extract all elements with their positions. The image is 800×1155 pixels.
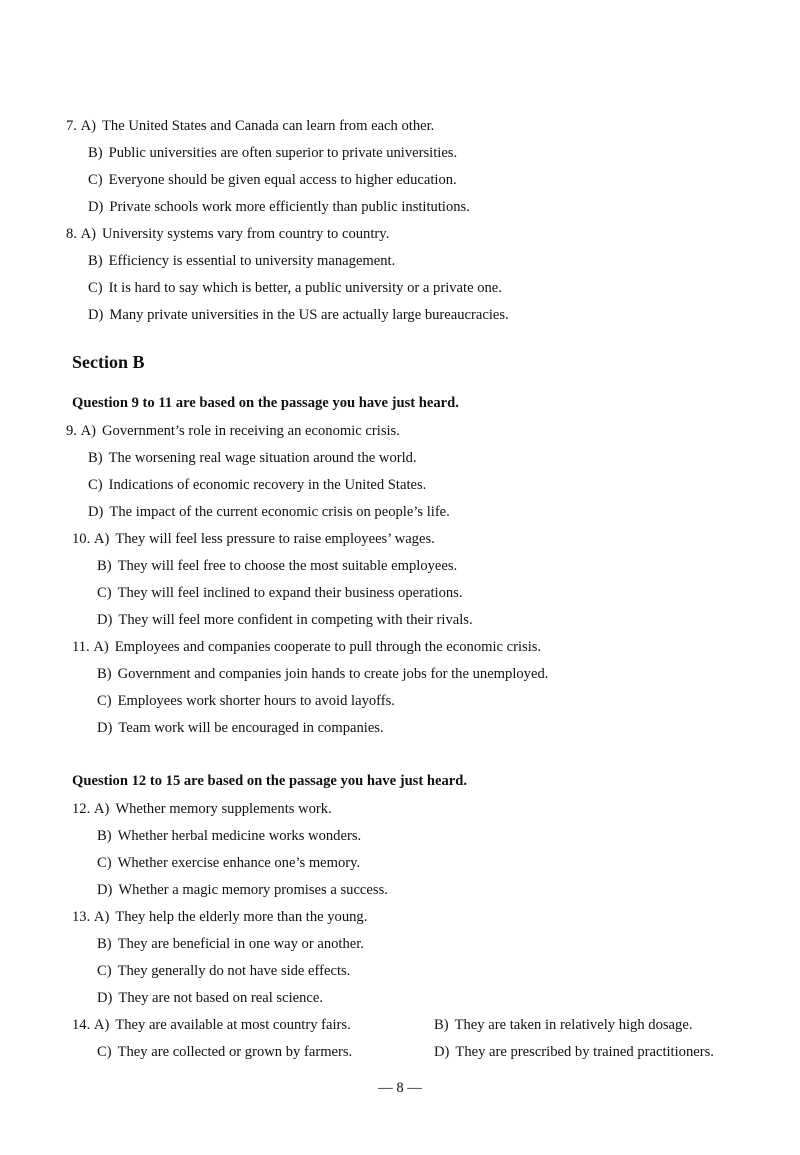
question-10-option-b bbox=[97, 557, 457, 575]
option-label: B) bbox=[97, 936, 112, 952]
option-label: B) bbox=[88, 145, 103, 161]
option-text: Whether memory supplements work. bbox=[115, 801, 332, 817]
question-8-option-b bbox=[88, 252, 395, 270]
option-label: B) bbox=[88, 253, 103, 269]
option-text: They will feel free to choose the most suitable employees. bbox=[117, 558, 458, 574]
question-11-option-d bbox=[97, 719, 384, 737]
option-text: They are taken in relatively high dosage. bbox=[454, 1017, 693, 1033]
group-instruction: Question 9 to 11 are based on the passage you have just heard. bbox=[72, 395, 459, 411]
question-9-option-c bbox=[88, 476, 426, 494]
option-label: B) bbox=[97, 666, 112, 682]
question-13-option-c bbox=[97, 962, 350, 980]
option-text: They help the elderly more than the young. bbox=[115, 909, 368, 925]
option-text: Public universities are often superior to private universities. bbox=[108, 145, 458, 161]
option-text: They will feel inclined to expand their business operations. bbox=[117, 585, 463, 601]
option-label: A) bbox=[93, 531, 110, 547]
option-text: They are collected or grown by farmers. bbox=[117, 1044, 353, 1060]
option-text: Everyone should be given equal access to higher education. bbox=[108, 172, 457, 188]
question-12-option-c bbox=[97, 854, 360, 872]
question-number: 7. bbox=[66, 118, 77, 134]
question-8-option-a bbox=[66, 225, 389, 243]
option-label: A) bbox=[93, 801, 110, 817]
question-number: 8. bbox=[66, 226, 77, 242]
option-label: C) bbox=[88, 280, 103, 296]
question-7-option-d bbox=[88, 198, 470, 216]
question-number: 9. bbox=[66, 423, 77, 439]
question-9-option-b bbox=[88, 449, 417, 467]
section-heading: Section B bbox=[72, 352, 145, 372]
option-text: They will feel more confident in competing with their rivals. bbox=[118, 612, 473, 628]
question-10-option-c bbox=[97, 584, 463, 602]
question-number: 12. bbox=[72, 801, 91, 817]
option-text: The impact of the current economic crisis on people’s life. bbox=[109, 504, 450, 520]
question-7-option-c bbox=[88, 171, 457, 189]
option-label: A) bbox=[80, 226, 97, 242]
page-number: — 8 — bbox=[378, 1080, 422, 1096]
option-label: A) bbox=[93, 639, 109, 655]
option-label: C) bbox=[88, 172, 103, 188]
question-14-option-a bbox=[72, 1016, 351, 1034]
question-8-option-c bbox=[88, 279, 502, 297]
question-10-option-a bbox=[72, 530, 435, 548]
question-13-option-d bbox=[97, 989, 323, 1007]
option-label: C) bbox=[97, 1044, 112, 1060]
option-label: D) bbox=[97, 882, 113, 898]
option-text: Team work will be encouraged in companies. bbox=[118, 720, 384, 736]
option-text: They are not based on real science. bbox=[118, 990, 324, 1006]
option-label: D) bbox=[88, 504, 104, 520]
option-label: B) bbox=[97, 828, 112, 844]
question-7-option-a bbox=[66, 117, 434, 135]
option-label: C) bbox=[97, 855, 112, 871]
question-13-option-a bbox=[72, 908, 367, 926]
option-text: They are prescribed by trained practitioners. bbox=[455, 1044, 714, 1060]
question-12-option-d bbox=[97, 881, 388, 899]
option-text: They will feel less pressure to raise employees’ wages. bbox=[115, 531, 435, 547]
question-number: 13. bbox=[72, 909, 91, 925]
option-text: Employees and companies cooperate to pull through the economic crisis. bbox=[114, 639, 542, 655]
option-label: D) bbox=[97, 612, 113, 628]
option-text: Many private universities in the US are actually large bureaucracies. bbox=[109, 307, 509, 323]
question-13-option-b bbox=[97, 935, 364, 953]
question-8-option-d bbox=[88, 306, 509, 324]
option-text: Indications of economic recovery in the United States. bbox=[108, 477, 427, 493]
option-label: C) bbox=[88, 477, 103, 493]
option-label: A) bbox=[80, 118, 97, 134]
option-text: The United States and Canada can learn from each other. bbox=[102, 118, 435, 134]
question-7-option-b bbox=[88, 144, 457, 162]
option-label: D) bbox=[434, 1044, 450, 1060]
question-11-option-b bbox=[97, 665, 548, 683]
option-label: A) bbox=[80, 423, 97, 439]
option-text: Government’s role in receiving an economic crisis. bbox=[102, 423, 400, 439]
option-label: D) bbox=[97, 720, 113, 736]
option-text: Private schools work more efficiently than public institutions. bbox=[109, 199, 470, 215]
option-label: C) bbox=[97, 693, 112, 709]
question-9-option-a bbox=[66, 422, 400, 440]
question-12-option-a bbox=[72, 800, 332, 818]
question-14-option-c bbox=[97, 1043, 352, 1061]
option-label: D) bbox=[97, 990, 113, 1006]
question-11-option-c bbox=[97, 692, 395, 710]
question-10-option-d bbox=[97, 611, 473, 629]
option-text: They are beneficial in one way or another. bbox=[117, 936, 364, 952]
option-text: Employees work shorter hours to avoid layoffs. bbox=[117, 693, 395, 709]
option-text: It is hard to say which is better, a public university or a private one. bbox=[108, 280, 502, 296]
question-number: 10. bbox=[72, 531, 91, 547]
option-label: D) bbox=[88, 307, 104, 323]
option-text: Government and companies join hands to create jobs for the unemployed. bbox=[117, 666, 549, 682]
option-label: A) bbox=[93, 1017, 110, 1033]
group-instruction: Question 12 to 15 are based on the passage you have just heard. bbox=[72, 773, 468, 789]
option-text: Whether exercise enhance one’s memory. bbox=[117, 855, 361, 871]
option-label: B) bbox=[97, 558, 112, 574]
question-14-option-b bbox=[434, 1016, 692, 1034]
question-number: 14. bbox=[72, 1017, 91, 1033]
option-label: B) bbox=[434, 1017, 449, 1033]
option-text: Efficiency is essential to university management. bbox=[108, 253, 396, 269]
option-text: They are available at most country fairs. bbox=[115, 1017, 351, 1033]
option-label: C) bbox=[97, 963, 112, 979]
option-text: The worsening real wage situation around the world. bbox=[108, 450, 417, 466]
option-text: Whether a magic memory promises a success. bbox=[118, 882, 388, 898]
question-14-option-d bbox=[434, 1043, 714, 1061]
question-11-option-a bbox=[72, 638, 541, 656]
question-number: 11. bbox=[72, 639, 90, 655]
question-9-option-d bbox=[88, 503, 450, 521]
option-text: University systems vary from country to country. bbox=[102, 226, 390, 242]
option-text: Whether herbal medicine works wonders. bbox=[117, 828, 362, 844]
option-label: C) bbox=[97, 585, 112, 601]
option-text: They generally do not have side effects. bbox=[117, 963, 351, 979]
question-12-option-b bbox=[97, 827, 361, 845]
option-label: A) bbox=[93, 909, 110, 925]
option-label: B) bbox=[88, 450, 103, 466]
option-label: D) bbox=[88, 199, 104, 215]
